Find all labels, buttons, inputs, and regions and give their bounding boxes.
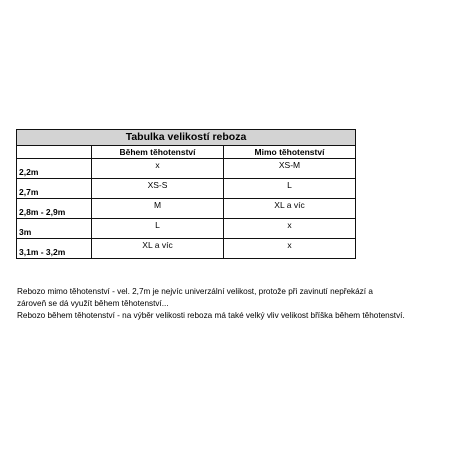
row-length: 2,7m <box>17 179 92 199</box>
note-line-1: Rebozo mimo těhotenství - vel. 2,7m je nejvíc univerzální velikost, protože při zavinutí nepřekází a <box>17 287 373 296</box>
notes-block <box>17 286 453 322</box>
row-length: 3,1m - 3,2m <box>17 239 92 259</box>
header-outside-pregnancy: Mimo těhotenství <box>224 146 356 159</box>
header-blank-cell <box>17 146 92 159</box>
row-after-size: L <box>224 179 356 199</box>
row-after-size: x <box>224 239 356 259</box>
table-title: Tabulka velikostí reboza <box>17 130 356 146</box>
table-row <box>17 199 356 219</box>
row-during-size: L <box>92 219 224 239</box>
row-length: 2,2m <box>17 159 92 179</box>
row-during-size: x <box>92 159 224 179</box>
table-row <box>17 219 356 239</box>
row-during-size: XS-S <box>92 179 224 199</box>
size-table <box>16 129 356 259</box>
table-row <box>17 159 356 179</box>
row-length: 3m <box>17 219 92 239</box>
header-during-pregnancy: Během těhotenství <box>92 146 224 159</box>
table-row <box>17 179 356 199</box>
table-row <box>17 239 356 259</box>
row-during-size: M <box>92 199 224 219</box>
row-after-size: XL a víc <box>224 199 356 219</box>
row-length: 2,8m - 2,9m <box>17 199 92 219</box>
note-line-2: zároveň se dá využít během těhotenství... <box>17 299 169 308</box>
row-during-size: XL a víc <box>92 239 224 259</box>
table-header-row <box>17 146 356 159</box>
row-after-size: x <box>224 219 356 239</box>
row-after-size: XS-M <box>224 159 356 179</box>
note-line-3: Rebozo během těhotenství - na výběr velikosti reboza má také velký vliv velikost bříška během těhotenství. <box>17 311 405 320</box>
table-title-row <box>17 130 356 146</box>
